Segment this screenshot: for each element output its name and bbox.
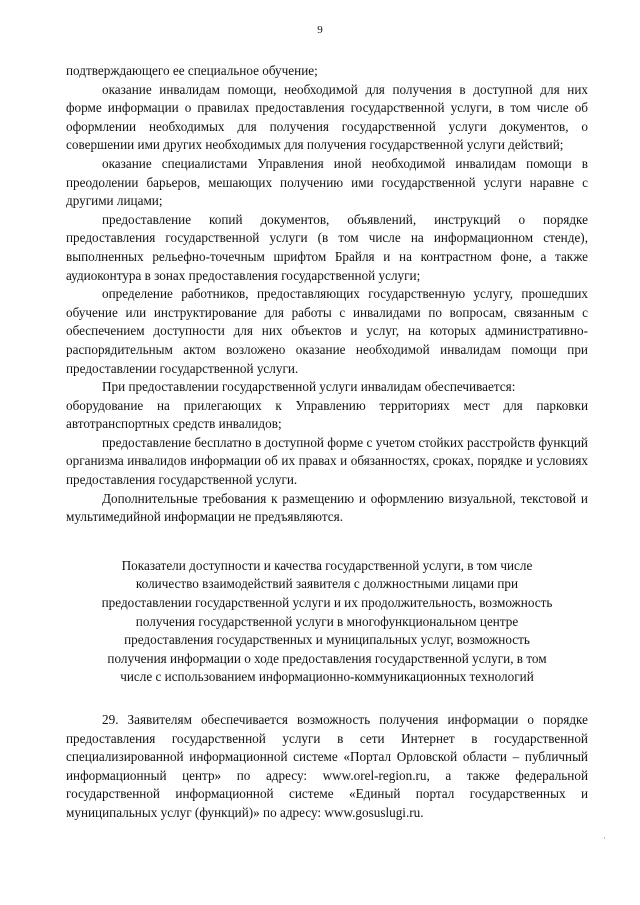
paragraph: При предоставлении государственной услуги инвалидам обеспечивается: [102, 379, 516, 395]
heading-line: количество взаимодействий заявителя с должностными лицами при [135, 576, 519, 592]
heading-line: получения государственной услуги в многофункциональном центре [135, 613, 519, 629]
paragraph: Дополнительные требования к размещению и оформлению визуальной, текстовой и мультимедийной информации не предъявляются. [66, 490, 588, 525]
paragraph: предоставление копий документов, объявлений, инструкций о порядке предоставления государственной услуги (в том числе на информационном стенде), выполненных рельефно-точечным шрифтом Брайля и на контрастном фоне, а также аудиоконтура в зонах предоставления государственной услуги; [66, 211, 588, 283]
paragraph: предоставление бесплатно в доступной форме с учетом стойких расстройств функций организма инвалидов информации об их правах и обязанностях, сроках, порядке и условиях предоставления государственной услуги. [66, 434, 588, 488]
section-heading [66, 557, 588, 687]
heading-line: числе с использованием информационно-коммуникационных технологий [120, 669, 534, 685]
page-number: 9 [317, 24, 323, 36]
paragraph-29: 29. Заявителям обеспечивается возможность получения информации о порядке предоставления государственной услуги в сети Интернет в государственной специализированной информационной системе «Портал Орловской области – публичный информационный центр» по адресу: www.orel-region.ru, а также федеральной государственной информационной системе «Единый портал государственных и муниципальных услуг (функций)» по адресу: www.gosuslugi.ru. [66, 712, 588, 820]
heading-line: получения информации о ходе предоставления государственной услуги, в том [107, 650, 547, 666]
heading-line: предоставлении государственной услуги и их продолжительность, возможность [101, 595, 553, 611]
scan-speck: · [603, 833, 606, 843]
paragraph: оказание специалистами Управления иной необходимой инвалидам помощи в преодолении барьеров, мешающих получению ими государственной услуги наравне с другими лицами; [66, 155, 588, 209]
heading-line: предоставления государственных и муниципальных услуг, возможность [124, 632, 530, 648]
paragraph: оборудование на прилегающих к Управлению территориях мест для парковки автотранспортных средств инвалидов; [66, 397, 588, 432]
paragraph: подтверждающего ее специальное обучение; [66, 63, 318, 78]
paragraph: определение работников, предоставляющих государственную услугу, прошедших обучение или инструктирование для работы с инвалидами по вопросам, связанным с обеспечением доступности для них объектов и услуг, на которых административно-распорядительным актом возложено оказание необходимой инвалидам помощи при предоставлении государственной услуги. [66, 286, 588, 376]
paragraph: оказание инвалидам помощи, необходимой для получения в доступной для них форме информации о правилах предоставления государственной услуги, в том числе об оформлении необходимых для получения государственной услуги документов, о совершении ими других необходимых для получения государственной услуги действий; [66, 81, 588, 153]
document-body [66, 62, 588, 823]
heading-line: Показатели доступности и качества государственной услуги, в том числе [121, 557, 533, 573]
